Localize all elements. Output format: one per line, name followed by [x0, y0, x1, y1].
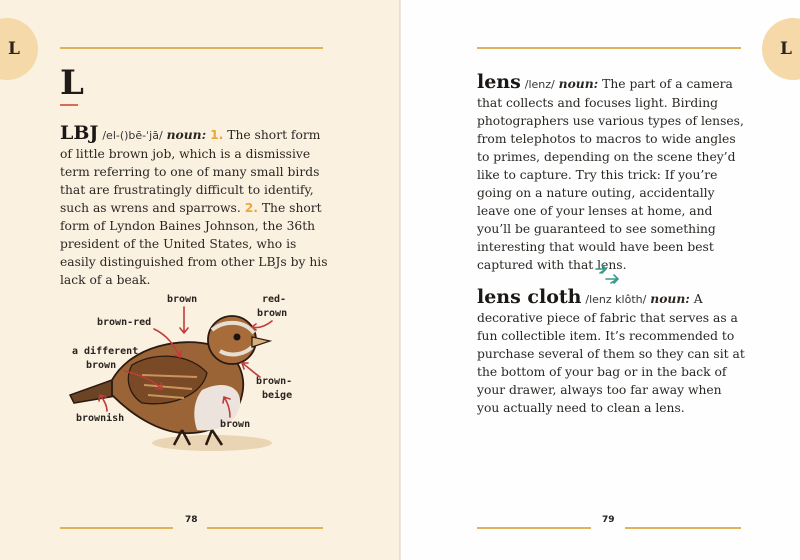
- entry-lens: [477, 73, 745, 274]
- section-letter-accent: [60, 104, 78, 106]
- label-different-brown: brown: [86, 360, 117, 371]
- label-brown-red: brown-red: [97, 317, 152, 328]
- headword: LBJ: [60, 122, 99, 144]
- arrow-brown-top: [180, 307, 188, 333]
- definition-text: A decorative piece of fabric that serves as a fun collectible item. It’s recommended to purchase several of them so they can sit at the bottom of your bag or in the back of your drawer, always too far away when you actually need to clean a lens.: [477, 292, 745, 415]
- definition-text: The short form of Lyndon Baines Johnson, the 36th president of the United States, who is easily distinguished from other LBJs by his lack of a beak.: [60, 201, 328, 287]
- thumb-tab-letter: L: [780, 39, 792, 59]
- pronunciation: /lenz/: [524, 78, 555, 91]
- footer-rule-right: [625, 527, 741, 529]
- label-brown-beige: beige: [262, 390, 293, 401]
- label-different-brown: a different: [72, 346, 139, 357]
- part-of-speech: noun:: [166, 127, 207, 142]
- label-brownish: brownish: [76, 413, 125, 424]
- header-rule: [477, 47, 741, 49]
- header-rule: [60, 47, 323, 49]
- part-of-speech: noun:: [650, 291, 690, 306]
- definition-text: The short form of little brown job, which is a dismissive term referring to one of many small birds that are frustratingly difficult to identify, such as wrens and sparrows.: [60, 128, 321, 215]
- page-number: 78: [185, 515, 198, 525]
- bird-tracks-ornament: [594, 263, 622, 285]
- page-number: 79: [602, 515, 615, 525]
- label-red-brown: red-: [262, 294, 287, 305]
- ground-shadow: [152, 435, 272, 451]
- entry-lens-cloth: [477, 288, 745, 417]
- pronunciation: /el-()bē-ˈjā/: [102, 129, 163, 142]
- sense-number: 2.: [244, 201, 258, 215]
- label-red-brown: brown: [257, 308, 288, 319]
- part-of-speech: noun:: [558, 76, 599, 91]
- footer-rule-right: [207, 527, 323, 529]
- sparrow-diagram: [62, 285, 342, 460]
- thumb-tab-right: [762, 18, 800, 80]
- sparrow-eye: [234, 334, 241, 341]
- label-brown-beige: brown-: [256, 376, 293, 387]
- headword: lens: [477, 71, 521, 93]
- sense-number: 1.: [210, 128, 224, 142]
- headword: lens cloth: [477, 286, 582, 308]
- pronunciation: /lenz klôth/: [585, 293, 647, 306]
- right-page: [401, 0, 800, 560]
- arrow-brown-beige: [242, 363, 260, 377]
- definition-text: The part of a camera that collects and focuses light. Birding photographers use various types of lenses, from telephotos to macros to wide angles to primes, depending on the scene they’d like to capture. Try this trick: If you’re going on a nature outing, accidentally leave one of your lenses at home, and you’ll be guaranteed to see something interesting that would have been best captured with that lens.: [477, 77, 744, 272]
- arrow-red-brown: [252, 321, 272, 330]
- section-letter: L: [60, 63, 84, 103]
- footer-rule-left: [60, 527, 173, 529]
- footer-rule-left: [477, 527, 591, 529]
- entry-lbj: [60, 124, 330, 289]
- label-brown-top: brown: [167, 294, 198, 305]
- sparrow-beak: [252, 337, 270, 347]
- thumb-tab-left: [0, 18, 38, 80]
- thumb-tab-letter: L: [8, 39, 20, 59]
- label-brown-bottom: brown: [220, 419, 251, 430]
